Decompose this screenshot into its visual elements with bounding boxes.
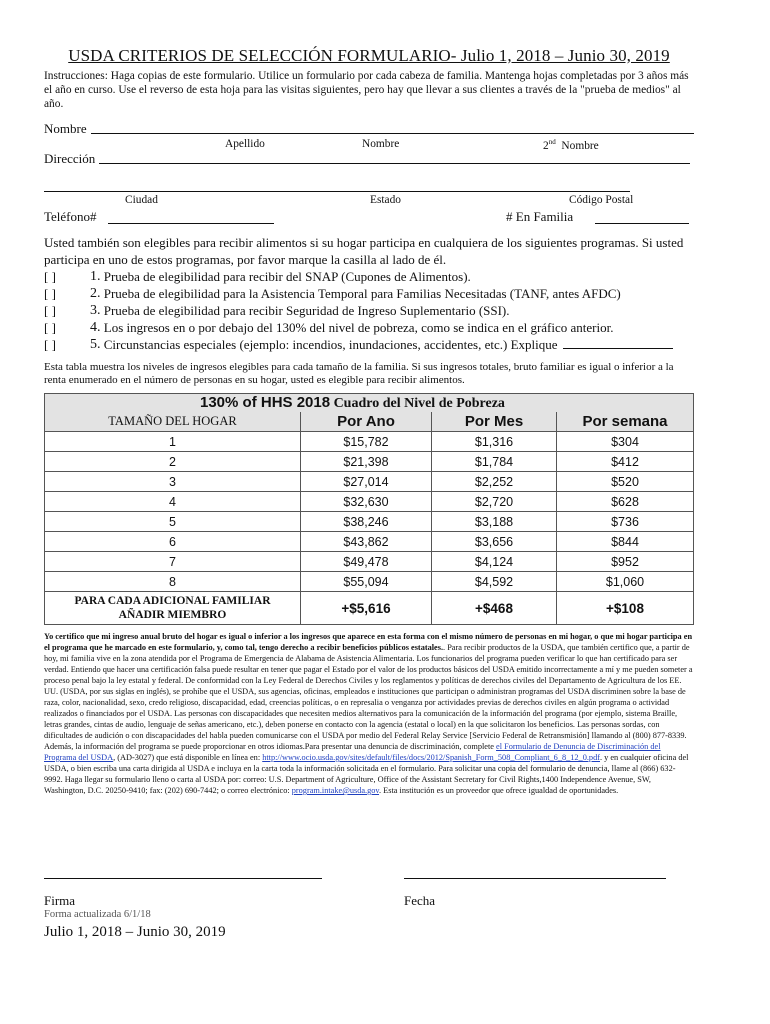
table-row bbox=[45, 512, 694, 532]
per-year-cell: $43,862 bbox=[301, 532, 432, 552]
household-size-cell: 1 bbox=[45, 432, 301, 452]
per-month-cell: $1,316 bbox=[432, 432, 557, 452]
program-item bbox=[44, 285, 694, 302]
instructions: Instrucciones: Haga copias de este formulario. Utilice un formulario por cada cabeza de familia. Mantenga hojas completadas por 3 años más el año en curso. Use el reverso de esta hoja para las visitas siguientes, pero hay que llevar a sus clientes a través de la "prueba de medios" al año. bbox=[44, 70, 689, 110]
table-row bbox=[45, 432, 694, 452]
program-item bbox=[44, 336, 694, 353]
table-row bbox=[45, 552, 694, 572]
nombre-sublabel: Nombre bbox=[362, 138, 400, 150]
direccion-field-2[interactable] bbox=[44, 179, 630, 192]
legal-text-2: , (AD-3027) que está disponible en línea en: bbox=[113, 753, 263, 762]
per-year-cell: $27,014 bbox=[301, 472, 432, 492]
program-number: 3. bbox=[90, 303, 101, 318]
legal-certification bbox=[44, 631, 694, 796]
form-title: USDA CRITERIOS DE SELECCIÓN FORMULARIO- Julio 1, 2018 – Junio 30, 2019 bbox=[68, 46, 670, 65]
program-checkbox[interactable]: [ ] bbox=[44, 320, 56, 335]
discrimination-form-link[interactable]: el Formulario de Denuncia de Discriminación del Programa del USDA bbox=[44, 742, 661, 762]
table-row-additional bbox=[45, 592, 694, 625]
segundo-nombre-label: 2nd Nombre bbox=[543, 138, 599, 152]
legal-text-1: . Para recibir productos de la USDA, que también certifico que, a partir de hoy, mi familia vive en la zona atendida por el Programa de Emergencia de Alabama de Asistencia Alimentaria. Los funcionarios del programa pueden verificar lo que han certificado para ser verdad. Entiendo que hacer una certificación falsa puede resultar en tener que pagar el Estado por el valor de los productos básicos del USDA emitido incorrectamente a mí y me pueden someter a proceso penal bajo la ley estatal y federal. De conformidad con la Ley Federal de Derechos Civiles y los reglamentos y políticas de derechos civiles del Departamento de Agricultura de los EE. UU. (USDA, por sus siglas en inglés), se prohíbe que el USDA, sus agencias, oficinas, empleados e instituciones que participan o administran programas del USDA discriminen sobre la base de raza, color, nacionalidad, sexo, credo religioso, discapacidad, edad, creencias políticas, o en represalia o venganza por actividades previas de derechos civiles en algún programa o actividad realizados o financiados por el USDA. Las personas con discapacidades que necesiten medios alternativos para la comunicación de la información del programa (por ejemplo, sistema Braille, letras grandes, cintas de audio, lenguaje de señas americano, etc.), deben ponerse en contacto con la agencia (estatal o local) en la que solicitaron los beneficios. Las personas sordas, con dificultades de audición o con discapacidades del habla pueden comunicarse con el USDA por medio del Federal Relay Service [Servicio Federal de Retransmisión] llamando al (800) 877-8339. Además, la información del programa se puede proporcionar en otros idiomas.Para presentar una denuncia de discriminación, complete bbox=[44, 643, 693, 751]
per-month-cell: $3,188 bbox=[432, 512, 557, 532]
name-row bbox=[44, 121, 694, 137]
telefono-label: Teléfono# bbox=[44, 209, 97, 224]
fecha-line[interactable] bbox=[404, 878, 666, 879]
per-week-cell: $412 bbox=[557, 452, 694, 472]
form-url-link[interactable]: http://www.ocio.usda.gov/sites/default/files/docs/2012/Spanish_Form_508_Compliant_6_8_12_0.pdf bbox=[262, 753, 600, 762]
table-row bbox=[45, 452, 694, 472]
table-row bbox=[45, 472, 694, 492]
codigo-postal-label: Código Postal bbox=[569, 194, 634, 206]
certification-statement: Yo certifico que mi ingreso anual bruto del hogar es igual o inferior a los ingresos que aparece en esta forma con el mismo número de personas en mi hogar, o que mi hogar participa en el programa que he marcado en este formulario, y, como tal, tengo derecho a recibir beneficios públicos estatales. bbox=[44, 632, 693, 652]
program-number: 2. bbox=[90, 286, 101, 301]
table-body bbox=[45, 432, 694, 592]
col-per-week: Por semana bbox=[557, 412, 694, 432]
program-checkbox[interactable]: [ ] bbox=[44, 337, 56, 352]
programs-intro: Usted también son elegibles para recibir alimentos si su hogar participa en cualquiera de los siguientes programas. Si usted participa en uno de estos programas, por favor marque la casilla al lado de él. bbox=[44, 235, 684, 267]
per-month-cell: $2,720 bbox=[432, 492, 557, 512]
program-text: Prueba de elegibilidad para recibir Seguridad de Ingreso Suplementario (SSI). bbox=[103, 303, 510, 318]
table-row bbox=[45, 572, 694, 592]
apellido-label: Apellido bbox=[225, 138, 265, 150]
legal-text-4: . Esta institución es un proveedor que ofrece igualdad de oportunidades. bbox=[379, 786, 619, 795]
table-row bbox=[45, 492, 694, 512]
per-week-cell: $952 bbox=[557, 552, 694, 572]
legal-text-3: . y en cualquier oficina del USDA, o bien escriba una carta dirigida al USDA e incluya en la carta toda la información solicitada en el formulario. Para solicitar una copia del formulario de denuncia, llame al (866) 632-9992. Haga llegar su formulario lleno o carta al USDA por: correo: U.S. Department of Agriculture, Office of the Assistant Secretary for Civil Rights,1400 Independence Avenue, SW, Washington, D.C. 20250-9410; fax: (202) 690-7442; o correo electrónico: bbox=[44, 753, 689, 795]
direccion-field[interactable] bbox=[99, 151, 690, 164]
address-row bbox=[44, 151, 694, 167]
household-size-cell: 8 bbox=[45, 572, 301, 592]
table-header-row bbox=[45, 412, 694, 432]
per-year-cell: $55,094 bbox=[301, 572, 432, 592]
program-number: 5. bbox=[90, 337, 101, 352]
per-month-cell: $2,252 bbox=[432, 472, 557, 492]
fecha-label: Fecha bbox=[404, 893, 436, 908]
household-size-cell: 5 bbox=[45, 512, 301, 532]
household-size-cell: 4 bbox=[45, 492, 301, 512]
phone-row bbox=[44, 211, 694, 231]
per-year-cell: $38,246 bbox=[301, 512, 432, 532]
name-sublabels bbox=[44, 137, 694, 151]
col-per-month: Por Mes bbox=[432, 412, 557, 432]
nombre-field[interactable] bbox=[91, 121, 694, 134]
per-week-cell: $736 bbox=[557, 512, 694, 532]
program-text: Prueba de elegibilidad para la Asistencia Temporal para Familias Necesitadas (TANF, antes AFDC) bbox=[103, 286, 621, 301]
per-week-cell: $1,060 bbox=[557, 572, 694, 592]
period-label: Julio 1, 2018 – Junio 30, 2019 bbox=[44, 924, 226, 940]
en-familia-field[interactable] bbox=[595, 211, 689, 224]
per-year-cell: $32,630 bbox=[301, 492, 432, 512]
per-month-cell: $3,656 bbox=[432, 532, 557, 552]
additional-label: PARA CADA ADICIONAL FAMILIAR AÑADIR MIEMBRO bbox=[45, 592, 301, 625]
additional-per-month: +$468 bbox=[432, 592, 557, 625]
per-year-cell: $21,398 bbox=[301, 452, 432, 472]
address-sublabels bbox=[44, 194, 694, 211]
estado-label: Estado bbox=[370, 194, 402, 206]
program-text: Los ingresos en o por debajo del 130% del nivel de pobreza, como se indica en el gráfico anterior. bbox=[103, 320, 614, 335]
program-checkbox[interactable]: [ ] bbox=[44, 269, 56, 284]
household-size-cell: 6 bbox=[45, 532, 301, 552]
per-year-cell: $49,478 bbox=[301, 552, 432, 572]
per-week-cell: $628 bbox=[557, 492, 694, 512]
table-intro: Esta tabla muestra los niveles de ingresos elegibles para cada tamaño de la familia. Si sus ingresos totales, bruto familiar es igual o inferior a la renta enumerado en el número de personas en su hogar, usted es elegible para recibir alimentos. bbox=[44, 361, 674, 386]
programs-list bbox=[44, 268, 694, 353]
explique-field[interactable] bbox=[563, 336, 673, 349]
table-title-row bbox=[45, 394, 694, 413]
table-row bbox=[45, 532, 694, 552]
table-title-b: Cuadro del Nivel de Pobreza bbox=[333, 396, 505, 411]
program-item bbox=[44, 319, 694, 336]
en-familia-label: # En Familia bbox=[506, 209, 574, 224]
per-month-cell: $1,784 bbox=[432, 452, 557, 472]
direccion-label: Dirección bbox=[44, 151, 96, 166]
per-week-cell: $844 bbox=[557, 532, 694, 552]
program-text: Prueba de elegibilidad para recibir del SNAP (Cupones de Alimentos). bbox=[103, 269, 471, 284]
address-line-2 bbox=[44, 167, 694, 197]
household-size-cell: 2 bbox=[45, 452, 301, 472]
additional-per-year: +$5,616 bbox=[301, 592, 432, 625]
program-number: 4. bbox=[90, 320, 101, 335]
household-size-cell: 7 bbox=[45, 552, 301, 572]
table-title bbox=[45, 394, 694, 413]
telefono-field[interactable] bbox=[108, 211, 274, 224]
per-year-cell: $15,782 bbox=[301, 432, 432, 452]
program-item bbox=[44, 268, 694, 285]
per-week-cell: $304 bbox=[557, 432, 694, 452]
col-household-size: TAMAÑO DEL HOGAR bbox=[45, 412, 301, 432]
program-checkbox[interactable]: [ ] bbox=[44, 303, 56, 318]
household-size-cell: 3 bbox=[45, 472, 301, 492]
updated-label: Forma actualizada 6/1/18 bbox=[44, 909, 151, 920]
program-text: Circunstancias especiales (ejemplo: incendios, inundaciones, accidentes, etc.) Explique bbox=[103, 337, 558, 352]
form-page bbox=[44, 46, 694, 796]
col-per-year: Por Ano bbox=[301, 412, 432, 432]
program-number: 1. bbox=[90, 269, 101, 284]
firma-label: Firma bbox=[44, 893, 76, 908]
table-title-a: 130% of HHS 2018 bbox=[200, 394, 331, 411]
email-link[interactable]: program.intake@usda.gov bbox=[291, 786, 380, 795]
firma-line[interactable] bbox=[44, 878, 322, 879]
program-checkbox[interactable]: [ ] bbox=[44, 286, 56, 301]
nombre-label: Nombre bbox=[44, 121, 87, 136]
per-month-cell: $4,592 bbox=[432, 572, 557, 592]
program-item bbox=[44, 302, 694, 319]
poverty-table bbox=[44, 393, 694, 625]
additional-per-week: +$108 bbox=[557, 592, 694, 625]
per-week-cell: $520 bbox=[557, 472, 694, 492]
ciudad-label: Ciudad bbox=[125, 194, 158, 206]
per-month-cell: $4,124 bbox=[432, 552, 557, 572]
